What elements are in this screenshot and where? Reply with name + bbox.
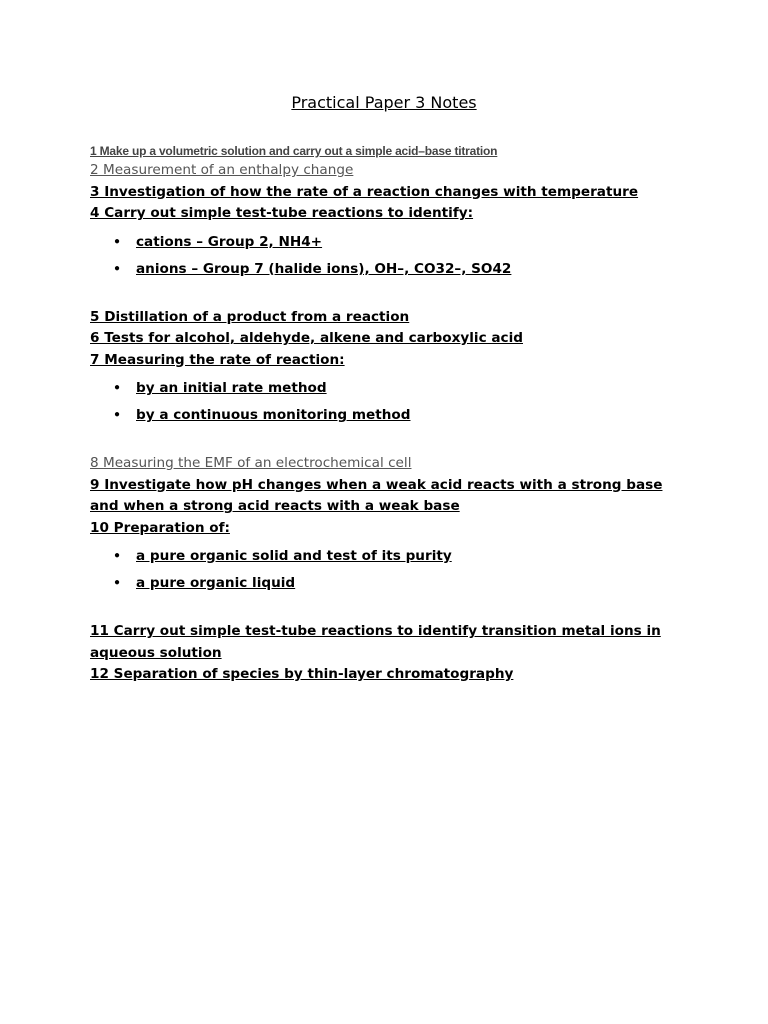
list-item-text: by a continuous monitoring method — [136, 407, 411, 423]
list-item — [90, 377, 690, 404]
note-item-8: 8 Measuring the EMF of an electrochemical cell — [90, 455, 412, 471]
note-item-12: 12 Separation of species by thin-layer chromatography — [90, 666, 514, 682]
bullet-icon: ● — [114, 382, 121, 393]
list-item-text: by an initial rate method — [136, 380, 327, 396]
list-item — [90, 545, 690, 572]
list-item — [90, 258, 690, 285]
note-item-4: 4 Carry out simple test-tube reactions to identify: — [90, 205, 474, 221]
note-item-5: 5 Distillation of a product from a reaction — [90, 308, 410, 325]
bullet-icon: ● — [114, 262, 121, 274]
bullet-icon: ● — [114, 409, 121, 420]
note-item-7: 7 Measuring the rate of reaction: — [90, 351, 345, 368]
note-item-6: 6 Tests for alcohol, aldehyde, alkene and carboxylic acid — [90, 330, 523, 346]
notes-list — [90, 142, 690, 686]
note-item-4-bullets — [90, 231, 690, 285]
list-item-text: a pure organic solid and test of its purity — [136, 548, 452, 564]
page-title: Practical Paper 3 Notes — [291, 93, 477, 112]
note-item-7-bullets — [90, 377, 690, 431]
note-item-11: 11 Carry out simple test-tube reactions to identify transition metal ions in aqueous solution — [90, 623, 661, 661]
note-item-10-bullets — [90, 545, 690, 599]
list-item-text: a pure organic liquid — [136, 575, 296, 591]
list-item — [90, 404, 690, 431]
note-item-3: 3 Investigation of how the rate of a reaction changes with temperature — [90, 183, 639, 200]
list-item-text: cations – Group 2, NH4+ — [136, 233, 323, 250]
bullet-icon: ● — [114, 235, 121, 247]
list-item — [90, 572, 690, 599]
bullet-icon: ● — [114, 577, 121, 588]
bullet-icon: ● — [114, 550, 121, 561]
list-item — [90, 231, 690, 258]
note-item-2: 2 Measurement of an enthalpy change — [90, 162, 354, 178]
list-item-text: anions – Group 7 (halide ions), OH–, CO32–, SO42 — [136, 260, 512, 277]
note-item-1: 1 Make up a volumetric solution and carry out a simple acid–base titration — [90, 144, 498, 158]
note-item-9: 9 Investigate how pH changes when a weak acid reacts with a strong base and when a strong acid reacts with a weak base — [90, 476, 663, 514]
note-item-10: 10 Preparation of: — [90, 519, 230, 536]
